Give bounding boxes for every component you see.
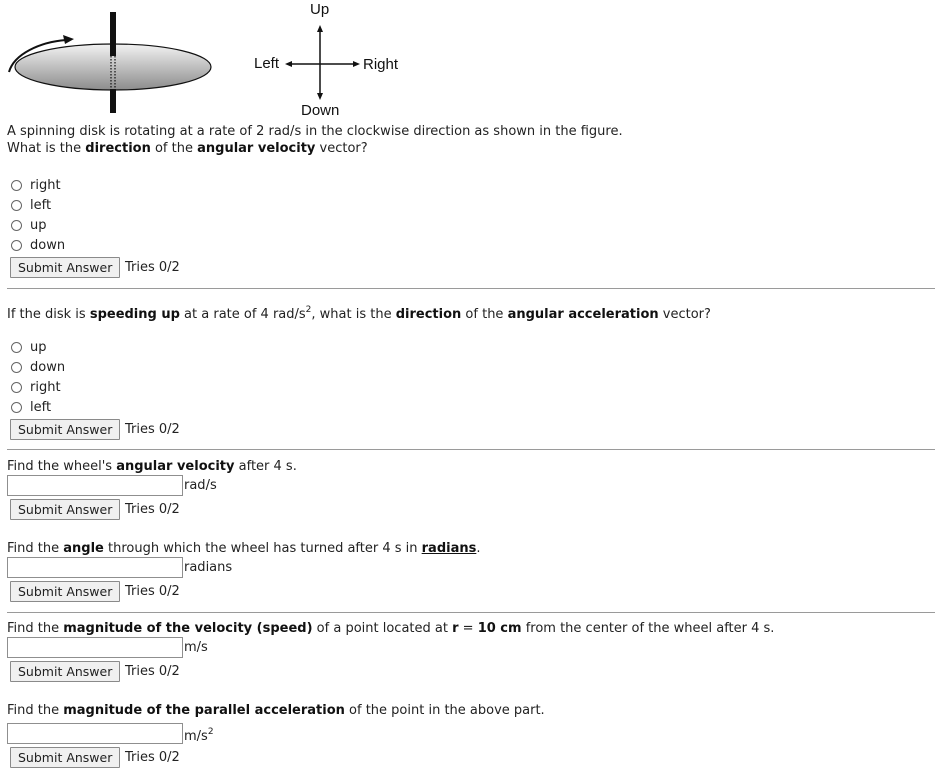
q5-unit: m/s: [184, 640, 208, 655]
rotation-figure: [0, 0, 935, 125]
q1-statement: A spinning disk is rotating at a rate of 2 rad/s in the clockwise direction as shown in the figure.: [7, 124, 623, 139]
q1-option-right[interactable]: right: [11, 177, 61, 194]
q2-option-up[interactable]: up: [11, 339, 47, 356]
divider: [7, 612, 935, 613]
q4-answer-input[interactable]: [7, 557, 183, 578]
q5-tries: Tries 0/2: [125, 664, 180, 679]
q4-tries: Tries 0/2: [125, 584, 180, 599]
radio-button[interactable]: [11, 180, 22, 191]
q2-tries: Tries 0/2: [125, 422, 180, 437]
rotation-arrowhead: [63, 35, 74, 44]
q3-answer-input[interactable]: [7, 475, 183, 496]
divider: [7, 449, 935, 450]
radio-button[interactable]: [11, 382, 22, 393]
q6-question: Find the magnitude of the parallel acceleration of the point in the above part.: [7, 703, 545, 718]
q3-tries: Tries 0/2: [125, 502, 180, 517]
arrow-down-head: [317, 93, 323, 100]
q3-question: Find the wheel's angular velocity after 4 s.: [7, 459, 297, 474]
radio-button[interactable]: [11, 342, 22, 353]
radio-button[interactable]: [11, 402, 22, 413]
q1-question: What is the direction of the angular velocity vector?: [7, 141, 368, 156]
q6-submit-button[interactable]: Submit Answer: [10, 747, 120, 768]
q6-unit: $m/s^2$: [184, 727, 214, 744]
q2-submit-button[interactable]: Submit Answer: [10, 419, 120, 440]
q3-unit: rad/s: [184, 478, 217, 493]
arrow-left-head: [285, 61, 292, 67]
q6-answer-input[interactable]: [7, 723, 183, 744]
radio-button[interactable]: [11, 362, 22, 373]
divider: [7, 288, 935, 289]
q4-submit-button[interactable]: Submit Answer: [10, 581, 120, 602]
q1-option-left[interactable]: left: [11, 197, 51, 214]
q1-option-up[interactable]: up: [11, 217, 47, 234]
label-down: Down: [301, 102, 340, 119]
q4-question: Find the angle through which the wheel has turned after 4 s in radians.: [7, 541, 481, 556]
q1-submit-button[interactable]: Submit Answer: [10, 257, 120, 278]
q5-question: Find the magnitude of the velocity (speed) of a point located at r = 10 cm from the center of the wheel after 4 s.: [7, 621, 775, 636]
arrow-right-head: [353, 61, 360, 67]
q2-option-down[interactable]: down: [11, 359, 65, 376]
q5-answer-input[interactable]: [7, 637, 183, 658]
q6-tries: Tries 0/2: [125, 750, 180, 765]
label-right: Right: [363, 56, 399, 73]
q2-option-left[interactable]: left: [11, 399, 51, 416]
label-left: Left: [254, 55, 280, 72]
axle-bottom: [110, 89, 116, 113]
q2-option-right[interactable]: right: [11, 379, 61, 396]
radio-button[interactable]: [11, 240, 22, 251]
q4-unit: radians: [184, 560, 233, 575]
axle-top: [110, 12, 116, 56]
arrow-up-head: [317, 25, 323, 32]
q3-submit-button[interactable]: Submit Answer: [10, 499, 120, 520]
radio-button[interactable]: [11, 200, 22, 211]
label-up: Up: [310, 1, 330, 18]
q1-option-down[interactable]: down: [11, 237, 65, 254]
q1-tries: Tries 0/2: [125, 260, 180, 275]
q5-submit-button[interactable]: Submit Answer: [10, 661, 120, 682]
q2-question: If the disk is speeding up at a rate of 4 rad/$s^2$, what is the direction of the angular acceleration vector?: [7, 305, 711, 322]
radio-button[interactable]: [11, 220, 22, 231]
